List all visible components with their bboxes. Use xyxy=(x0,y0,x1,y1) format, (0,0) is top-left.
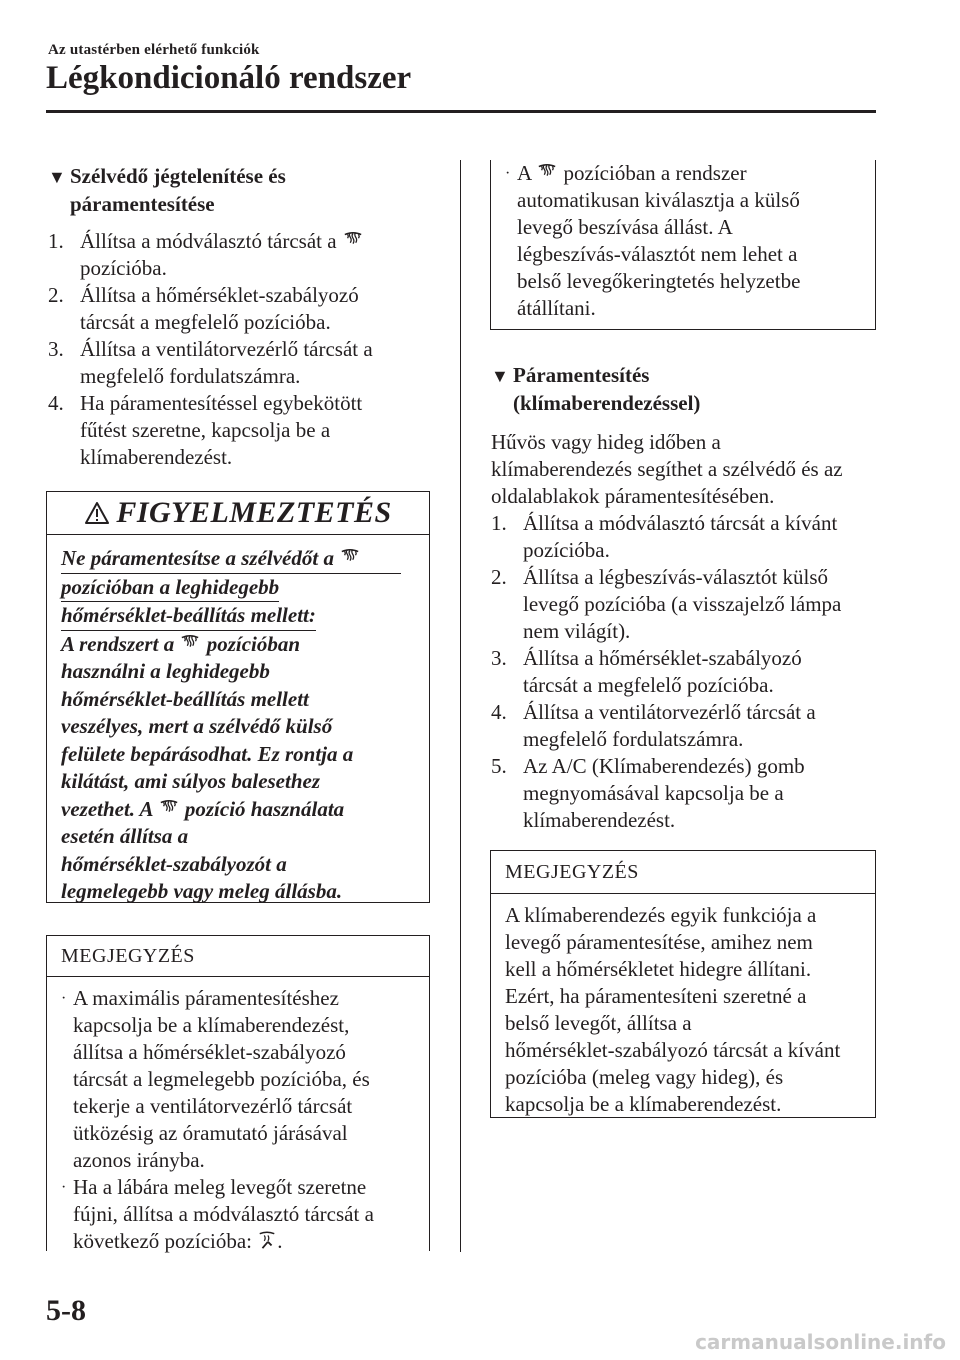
list-item xyxy=(491,753,886,834)
windshield-defrost-icon xyxy=(536,162,558,182)
list-item xyxy=(491,699,886,753)
note-line: kell a hőmérsékletet hidegre állítani. xyxy=(505,957,812,981)
warning-triangle-icon xyxy=(84,501,110,525)
note-line: hőmérséklet-szabályozó tárcsát a kívánt xyxy=(505,1038,841,1062)
step-number: 5. xyxy=(491,754,507,778)
step-number: 3. xyxy=(491,646,507,670)
windshield-defrost-icon xyxy=(158,798,180,818)
warning-line: felülete bepárásodhat. Ez rontja a xyxy=(61,741,354,766)
intro-paragraph xyxy=(491,429,881,510)
windshield-defrost-icon xyxy=(179,633,201,653)
note-body xyxy=(491,160,875,322)
triangle-down-icon: ▼ xyxy=(491,366,509,386)
step-text: levegő pozícióba (a visszajelző lámpa xyxy=(523,592,842,616)
warning-line: vezethet. A xyxy=(61,796,153,821)
step-number: 2. xyxy=(491,565,507,589)
note-line: Ha a lábára meleg levegőt szeretne xyxy=(73,1175,367,1199)
step-text: Az A/C (Klímaberendezés) gomb xyxy=(523,754,805,778)
note-line: belső levegőt, állítsa a xyxy=(505,1011,692,1035)
note-line: kapcsolja be a klímaberendezést. xyxy=(505,1092,782,1116)
warning-line: pozícióban xyxy=(206,631,301,656)
list-item xyxy=(491,564,886,645)
step-text: Állítsa a hőmérséklet-szabályozó xyxy=(523,646,802,670)
note-line: . xyxy=(277,1229,283,1253)
list-item xyxy=(491,645,886,699)
list-item xyxy=(48,282,438,336)
warning-line: veszélyes, mert a szélvédő külső xyxy=(61,714,333,738)
heading-line: páramentesítése xyxy=(70,192,215,216)
list-item xyxy=(48,390,438,471)
note-line: pozícióba (meleg vagy hideg), és xyxy=(505,1065,784,1089)
step-number: 1. xyxy=(491,511,507,535)
bullet: · xyxy=(505,165,511,182)
step-number: 3. xyxy=(48,337,64,361)
note-line: levegő páramentesítése, amihez nem xyxy=(505,930,813,954)
step-number: 1. xyxy=(48,229,64,253)
defrost-steps xyxy=(48,228,438,471)
list-item xyxy=(505,160,861,322)
step-text: fűtést szeretne, kapcsolja be a xyxy=(80,418,331,442)
note-bullets xyxy=(61,985,415,1255)
note-line: pozícióban a rendszer xyxy=(563,161,747,185)
note-line: belső levegőkeringtetés helyzetbe xyxy=(517,269,801,293)
note-body xyxy=(491,894,875,1118)
warning-line: pozícióban a leghidegebb xyxy=(61,574,279,603)
step-text: megfelelő fordulatszámra. xyxy=(523,727,744,751)
watermark: carmanualsonline.info xyxy=(695,1330,946,1354)
section-heading-defrost xyxy=(48,163,428,218)
warning-title: FIGYELMEZTETÉS xyxy=(116,496,392,529)
note-title: MEGJEGYZÉS xyxy=(47,936,429,977)
step-text: pozícióba. xyxy=(523,538,610,562)
note-line: A klímaberendezés egyik funkciója a xyxy=(505,903,817,927)
step-text: megfelelő fordulatszámra. xyxy=(80,364,301,388)
warning-line: hőmérséklet-beállítás mellett xyxy=(61,686,309,711)
warning-line: pozíció használata xyxy=(184,796,345,821)
step-text: klímaberendezést. xyxy=(523,808,676,832)
note-line: következő pozícióba: xyxy=(73,1229,253,1253)
intro-line: klímaberendezés segíthet a szélvédő és az xyxy=(491,457,843,481)
warning-box xyxy=(46,491,430,903)
note-box-left xyxy=(46,935,430,1251)
step-text: tárcsát a megfelelő pozícióba. xyxy=(80,310,331,334)
step-text: megnyomásával kapcsolja be a xyxy=(523,781,784,805)
list-item xyxy=(61,985,415,1174)
intro-line: oldalablakok páramentesítésében. xyxy=(491,484,775,508)
note-line: A maximális páramentesítéshez xyxy=(73,986,339,1010)
list-item xyxy=(491,510,886,564)
heading-line: (klímaberendezéssel) xyxy=(513,391,701,415)
note-body xyxy=(47,977,429,1255)
list-item xyxy=(48,336,438,390)
note-line: ütközésig az óramutató járásával xyxy=(73,1121,348,1145)
warning-line: esetén állítsa a xyxy=(61,824,189,848)
step-text: Állítsa a ventilátorvezérlő tárcsát a xyxy=(523,700,816,724)
step-text: klímaberendezést. xyxy=(80,445,233,469)
warning-line: kilátást, ami súlyos balesethez xyxy=(61,769,321,793)
step-number: 4. xyxy=(491,700,507,724)
windshield-defrost-icon xyxy=(342,230,364,250)
note-line: tárcsát a legmelegebb pozícióba, és xyxy=(73,1067,370,1091)
note-line: automatikusan kiválasztja a külső xyxy=(517,188,800,212)
note-line: átállítani. xyxy=(517,296,596,320)
column-divider xyxy=(460,160,461,1252)
note-line: fújni, állítsa a módválasztó tárcsát a xyxy=(73,1202,374,1226)
step-text: Ha páramentesítéssel egybekötött xyxy=(80,391,363,415)
step-text: Állítsa a hőmérséklet-szabályozó xyxy=(80,283,359,307)
list-item xyxy=(61,1174,415,1255)
warning-line: hőmérséklet-beállítás mellett: xyxy=(61,602,316,631)
header-rule xyxy=(46,110,876,113)
note-bullets xyxy=(505,160,861,322)
note-line: kapcsolja be a klímaberendezést, xyxy=(73,1013,350,1037)
step-text: Állítsa a légbeszívás-választót külső xyxy=(523,565,829,589)
note-line: levegő beszívása állást. A xyxy=(517,215,733,239)
step-text: pozícióba. xyxy=(80,256,167,280)
page-title: Légkondicionáló rendszer xyxy=(46,60,412,96)
warning-line: legmelegebb vagy meleg állásba. xyxy=(61,879,343,903)
heading-line: Szélvédő jégtelenítése és xyxy=(70,164,286,188)
warning-line: A rendszert a xyxy=(61,631,175,656)
list-item xyxy=(48,228,438,282)
intro-line: Hűvös vagy hideg időben a xyxy=(491,430,721,454)
floor-defrost-icon xyxy=(257,1230,277,1250)
warning-line: hőmérséklet-szabályozót a xyxy=(61,851,287,876)
bullet: · xyxy=(61,990,67,1007)
step-text: nem világít). xyxy=(523,619,631,643)
warning-line: használni a leghidegebb xyxy=(61,659,270,683)
step-number: 2. xyxy=(48,283,64,307)
note-line: azonos irányba. xyxy=(73,1148,205,1172)
note-line: légbeszívás-választót nem lehet a xyxy=(517,242,798,266)
section-heading-ac-defog xyxy=(491,362,871,417)
bullet: · xyxy=(61,1179,67,1196)
step-number: 4. xyxy=(48,391,64,415)
step-text: Állítsa a módválasztó tárcsát a xyxy=(80,229,337,253)
windshield-defrost-icon xyxy=(339,547,361,567)
note-line: állítsa a hőmérséklet-szabályozó xyxy=(73,1040,346,1064)
step-text: tárcsát a megfelelő pozícióba. xyxy=(523,673,774,697)
page-number: 5-8 xyxy=(46,1294,86,1327)
warning-text xyxy=(47,535,429,906)
note-line: A xyxy=(517,161,532,185)
note-box-continued xyxy=(490,160,876,330)
heading-line: Páramentesítés xyxy=(513,363,650,387)
warning-line: Ne páramentesítse a szélvédőt a xyxy=(61,546,334,570)
triangle-down-icon: ▼ xyxy=(48,167,66,187)
section-label: Az utastérben elérhető funkciók xyxy=(48,42,260,58)
note-line: Ezért, ha páramentesíteni szeretné a xyxy=(505,984,807,1008)
step-text: Állítsa a módválasztó tárcsát a kívánt xyxy=(523,511,838,535)
step-text: Állítsa a ventilátorvezérlő tárcsát a xyxy=(80,337,373,361)
note-title: MEGJEGYZÉS xyxy=(491,851,875,894)
warning-header xyxy=(47,492,429,535)
note-box-right xyxy=(490,850,876,1118)
note-line: tekerje a ventilátorvezérlő tárcsát xyxy=(73,1094,353,1118)
ac-defog-steps xyxy=(491,510,886,834)
